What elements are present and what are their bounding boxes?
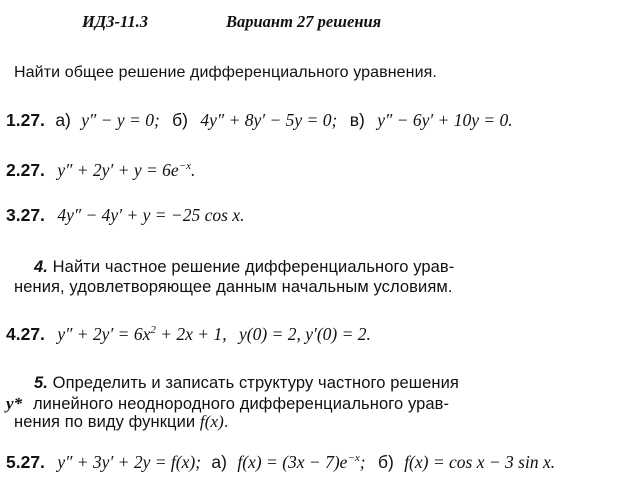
instruction-line-1: Определить и записать структуру частного решения: [52, 374, 459, 392]
equation: y″ + 2y′ + y = 6e: [57, 160, 179, 180]
part-a-label: а): [55, 110, 71, 130]
part-a-end: ;: [359, 452, 366, 472]
exponent: −x: [347, 452, 360, 464]
problem-number: 3.27.: [6, 205, 45, 225]
part-c-label: в): [349, 110, 365, 130]
equation: y″ + 3y′ + 2y = f(x);: [57, 452, 202, 472]
problem-3-27: [6, 205, 244, 226]
part-b-label: б): [377, 452, 394, 472]
problem-number: 1.27.: [6, 110, 45, 130]
function-symbol: f(x): [199, 412, 224, 431]
instruction-structure: [34, 374, 459, 393]
problem-2-27: [6, 160, 195, 181]
assignment-code: ИДЗ-11.3: [82, 12, 148, 31]
section-number: 5.: [34, 374, 48, 392]
section-number: 4.: [34, 258, 48, 276]
part-a-function: f(x) = (3x − 7)e: [237, 452, 348, 472]
part-b-label: б): [172, 110, 189, 130]
problem-number: 5.27.: [6, 452, 45, 472]
equation: 4y″ − 4y′ + y = −25 cos x.: [57, 205, 245, 225]
instruction-general-solution: Найти общее решение дифференциального уравнения.: [14, 64, 437, 81]
variant-title: Вариант 27 решения: [226, 12, 382, 31]
part-a-equation: y″ − y = 0;: [81, 110, 160, 130]
instruction-line-3-end: .: [223, 413, 229, 431]
problem-5-27: [6, 452, 555, 473]
problem-1-27: [6, 110, 513, 131]
instruction-line-3-text: нения по виду функции: [14, 413, 200, 431]
instruction-particular-solution: [34, 258, 454, 277]
initial-conditions: y(0) = 2, y′(0) = 2.: [239, 324, 371, 344]
instruction-line-1: Найти частное решение дифференциального урав-: [52, 258, 455, 276]
y-star: y*: [6, 394, 23, 413]
part-b-equation: 4y″ + 8y′ − 5y = 0;: [200, 110, 338, 130]
instruction-line-3: [14, 412, 229, 432]
problem-number: 2.27.: [6, 160, 45, 180]
equation-end: .: [191, 160, 196, 180]
problem-number: 4.27.: [6, 324, 45, 344]
part-a-label: а): [211, 452, 227, 472]
exponent: 2: [150, 324, 156, 336]
instruction-line-2-wrap: [6, 394, 449, 414]
instruction-line-2: линейного неоднородного дифференциального урав-: [32, 395, 450, 413]
part-c-equation: y″ − 6y′ + 10y = 0.: [377, 110, 513, 130]
equation: y″ + 2y′ = 6x: [57, 324, 151, 344]
problem-4-27: [6, 324, 371, 345]
part-b-function: f(x) = cos x − 3 sin x.: [404, 452, 556, 472]
instruction-line-2: нения, удовлетворяющее данным начальным условиям.: [14, 278, 453, 296]
exponent: −x: [178, 160, 191, 172]
equation-rest: + 2x + 1,: [155, 324, 227, 344]
